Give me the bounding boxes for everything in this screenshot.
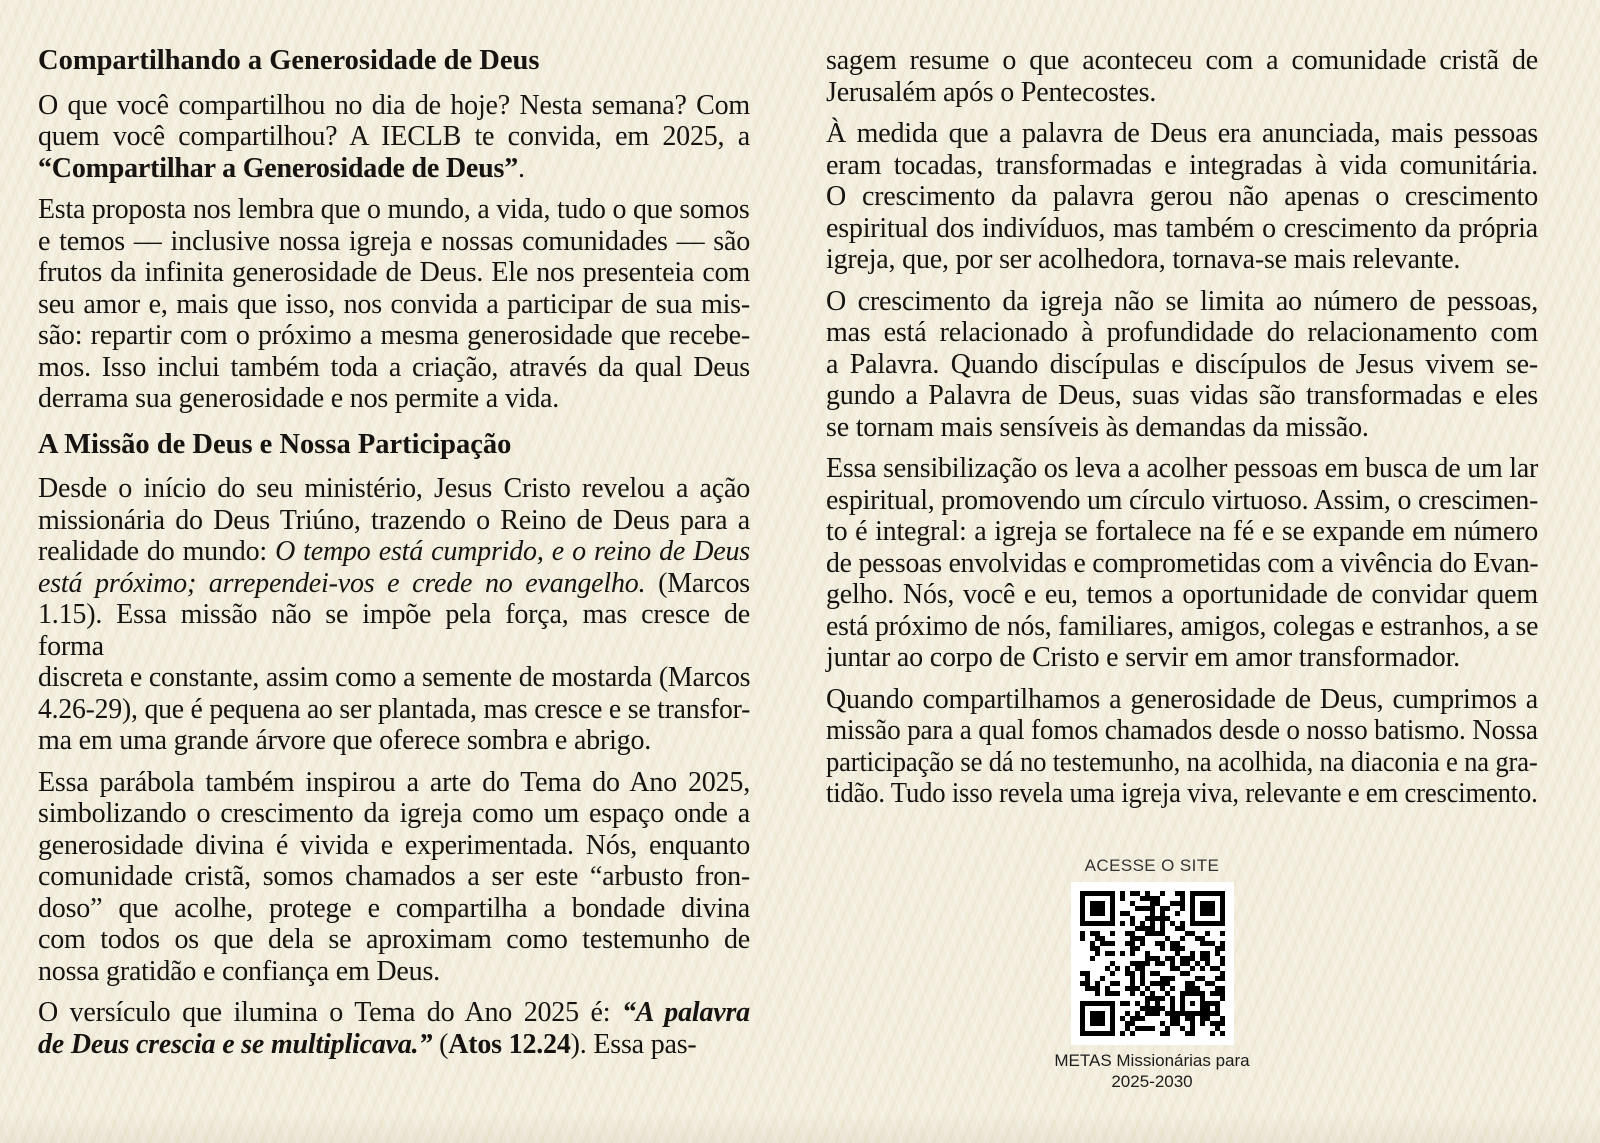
text-segment: doso” que acolhe, protege e compartilha a bondade divina (38, 892, 750, 924)
text-segment: 1.15). Essa missão não se impõe pela força, mas cresce de forma (38, 599, 750, 662)
text-line (826, 77, 1538, 109)
text-line (826, 244, 1538, 276)
text-line (38, 924, 750, 956)
text-segment: participação se dá no testemunho, na acolhida, na diaconia e na gra- (826, 746, 1538, 778)
text-line (38, 194, 750, 226)
text-segment: está próximo; arrependei-vos e crede no evangelho. (38, 567, 646, 599)
text-segment: generosidade divina é vivida e experimentada. Nós, enquanto (38, 829, 750, 861)
text-segment: gundo a Palavra de Deus, suas vidas são transformadas e eles (826, 380, 1538, 411)
text-segment: O que você compartilhou no dia de hoje? Nesta semana? Com (38, 89, 750, 121)
text-line (826, 181, 1538, 213)
qr-caption-line2: 2025-2030 (1111, 1071, 1193, 1091)
right-column (826, 45, 1538, 1092)
text-line (826, 453, 1539, 485)
text-line (38, 257, 750, 289)
paragraph (826, 684, 1538, 810)
text-segment: se tornam mais sensíveis às demandas da missão. (826, 411, 1369, 443)
text-line (38, 90, 750, 122)
text-line (38, 725, 750, 757)
text-line (826, 45, 1538, 77)
text-line (826, 516, 1538, 548)
qr-caption (992, 1050, 1312, 1092)
text-segment: Quando compartilhamos a generosidade de Deus, cumprimos a (826, 683, 1538, 715)
text-line (826, 213, 1538, 245)
text-segment: são: repartir com o próximo a mesma generosidade que recebe- (38, 320, 750, 351)
text-segment: a Palavra. Quando discípulas e discípulos de Jesus vivem se- (826, 348, 1538, 380)
text-segment: ma em uma grande árvore que oferece sombra e abrigo. (38, 725, 652, 756)
text-line (826, 610, 1539, 643)
text-segment: À medida que a palavra de Deus era anunciada, mais pessoas (826, 118, 1538, 149)
text-line (38, 861, 750, 893)
text-line (826, 579, 1538, 611)
text-segment: espiritual, promovendo um círculo virtuoso. Assim, o crescimen- (826, 484, 1539, 516)
text-line (38, 568, 750, 600)
text-segment: derrama sua generosidade e nos permite a vida. (38, 383, 560, 414)
text-line (38, 352, 750, 384)
text-line (826, 349, 1538, 381)
text-line (826, 286, 1538, 318)
text-segment: O crescimento da igreja não se limita ao número de pessoas, (826, 285, 1538, 317)
text-segment: O tempo está cumprido, e o reino de Deus (275, 536, 751, 567)
text-line (826, 412, 1538, 444)
text-segment: sagem resume o que aconteceu com a comunidade cristã de (826, 45, 1538, 76)
qr-code-canvas (1080, 891, 1225, 1036)
text-segment: O versículo que ilumina o Tema do Ano 2025 é: (38, 997, 622, 1028)
paragraph (38, 194, 750, 415)
text-segment: missão para a qual fomos chamados desde o nosso batismo. Nossa (826, 715, 1538, 746)
text-line (38, 153, 750, 185)
text-line (38, 121, 750, 153)
text-segment: 4.26-29), que é pequena ao ser plantada, mas cresce e se transfor- (38, 693, 751, 725)
text-line (38, 320, 750, 352)
qr-top-label: ACESSE O SITE (1084, 855, 1220, 875)
text-line (38, 383, 750, 415)
paragraph (826, 453, 1538, 674)
text-line (38, 505, 750, 537)
qr-section (992, 856, 1312, 1092)
right-column-text (826, 45, 1538, 810)
text-segment: simbolizando o crescimento da igreja como um espaço onde a (38, 798, 750, 829)
paragraph (826, 286, 1538, 444)
text-line (826, 150, 1538, 182)
text-segment: espiritual dos indivíduos, mas também o crescimento da própria (826, 212, 1538, 244)
text-segment: está próximo de nós, familiares, amigos, colegas e estranhos, a se (826, 610, 1539, 642)
text-segment: gelho. Nós, você e eu, temos a oportunidade de convidar quem (826, 579, 1538, 610)
text-line (826, 380, 1538, 412)
text-segment: igreja, que, por ser acolhedora, tornava-se mais relevante. (826, 244, 1461, 275)
text-line (38, 289, 750, 321)
text-segment: de Deus crescia e se multiplicava.” (38, 1028, 433, 1060)
text-segment: e temos — inclusive nossa igreja e nossas comunidades — são (38, 225, 750, 257)
text-segment: discreta e constante, assim como a semente de mostarda (Marcos (38, 662, 751, 693)
text-segment: mas está relacionado à profundidade do relacionamento com (826, 317, 1538, 348)
text-segment: ). Essa pas- (570, 1028, 697, 1060)
text-line (38, 956, 750, 988)
text-segment: de pessoas envolvidas e comprometidas com a vivência do Evan- (826, 547, 1539, 579)
text-segment: to é integral: a igreja se fortalece na fé e se expande em número (826, 516, 1538, 547)
text-line (38, 693, 751, 726)
text-line (38, 997, 750, 1029)
text-line (38, 830, 750, 862)
paragraph (38, 473, 750, 757)
text-line (826, 547, 1539, 580)
text-segment: . (518, 152, 525, 184)
text-segment: juntar ao corpo de Cristo e servir em amor transformador. (826, 642, 1460, 673)
paragraph (38, 767, 750, 988)
text-segment: Jerusalém após o Pentecostes. (826, 76, 1157, 108)
section-heading: Compartilhando a Generosidade de Deus (38, 45, 540, 76)
text-segment: realidade do mundo: (38, 536, 276, 567)
text-line (826, 642, 1538, 674)
text-line (38, 767, 750, 799)
text-line (826, 684, 1538, 716)
text-line (826, 715, 1538, 747)
text-segment: O crescimento da palavra gerou não apenas o crescimento (826, 181, 1538, 212)
text-segment: comunidade cristã, somos chamados a ser este “arbusto fron- (38, 861, 750, 892)
text-line (826, 118, 1538, 150)
text-segment: Essa sensibilização os leva a acolher pessoas em busca de um lar (826, 453, 1539, 484)
text-segment: eram tocadas, transformadas e integradas à vida comunitária. (826, 149, 1538, 181)
text-segment: “A palavra (621, 997, 750, 1028)
text-line (826, 317, 1538, 349)
text-segment: quem você compartilhou? A IECLB te convida, em 2025, a (38, 121, 750, 152)
text-segment: seu amor e, mais que isso, nos convida a participar de sua mis- (38, 288, 750, 320)
text-line (38, 893, 750, 925)
text-segment: ( (432, 1028, 449, 1060)
text-line (38, 226, 750, 258)
text-segment: frutos da infinita generosidade de Deus. Ele nos presenteia com (38, 257, 750, 288)
text-line (38, 599, 750, 662)
text-line (38, 473, 750, 505)
text-segment: tidão. Tudo isso revela uma igreja viva, relevante e em crescimento. (826, 778, 1538, 809)
text-segment: mos. Isso inclui também toda a criação, através da qual Deus (38, 351, 750, 383)
text-line (826, 746, 1538, 779)
text-line (826, 484, 1539, 517)
text-line (38, 1029, 750, 1061)
left-column (38, 45, 750, 1092)
qr-caption-line1: METAS Missionárias para (1054, 1050, 1250, 1070)
paragraph (38, 90, 750, 185)
text-segment: missionária do Deus Triúno, trazendo o Reino de Deus para a (38, 504, 750, 536)
text-line (38, 662, 751, 694)
section-heading: A Missão de Deus e Nossa Participação (38, 428, 512, 460)
text-segment: Atos 12.24 (448, 1028, 571, 1060)
text-line (826, 778, 1538, 810)
text-line (38, 536, 750, 568)
text-segment: Desde o início do seu ministério, Jesus Cristo revelou a ação (38, 473, 750, 504)
text-segment: Esta proposta nos lembra que o mundo, a vida, tudo o que somos (38, 194, 750, 225)
paragraph (38, 997, 750, 1060)
left-column-text (38, 45, 750, 1060)
text-segment: Essa parábola também inspirou a arte do Tema do Ano 2025, (38, 766, 750, 798)
text-segment: nossa gratidão e confiança em Deus. (38, 955, 440, 987)
text-segment: “Compartilhar a Generosidade de Deus” (38, 152, 519, 184)
text-segment: (Marcos (645, 567, 750, 599)
paragraph (826, 118, 1538, 276)
paragraph (826, 45, 1538, 108)
qr-code (1071, 882, 1234, 1045)
text-segment: com todos os que dela se aproximam como testemunho de (38, 924, 750, 955)
text-line (38, 798, 750, 830)
